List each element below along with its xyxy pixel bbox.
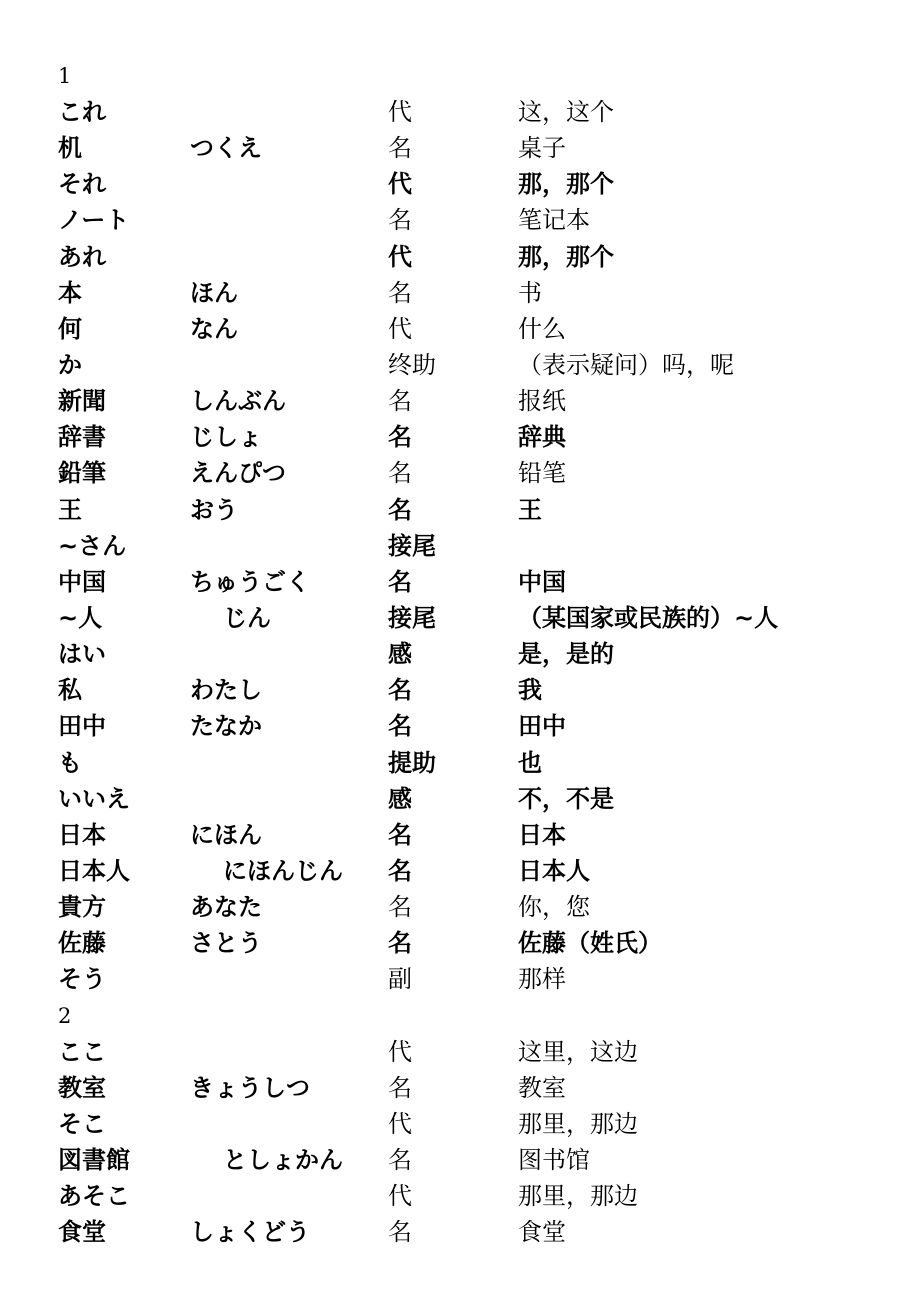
vocab-part-of-speech: 代 — [388, 242, 412, 271]
vocab-row — [58, 275, 898, 311]
vocab-meaning: 我 — [518, 676, 542, 705]
vocab-word: ~人 — [58, 603, 103, 632]
vocab-word: 鉛筆 — [58, 459, 106, 488]
vocab-meaning: 是，是的 — [518, 640, 614, 669]
vocab-row — [58, 564, 898, 600]
vocab-word: 佐藤 — [58, 929, 106, 958]
vocab-meaning: 王 — [518, 495, 542, 524]
vocab-row — [58, 1178, 898, 1214]
vocab-meaning: 田中 — [518, 712, 566, 741]
vocab-meaning: 铅笔 — [518, 459, 566, 488]
vocab-word: それ — [58, 170, 106, 199]
vocab-row — [58, 708, 898, 744]
vocab-row — [58, 311, 898, 347]
vocab-part-of-speech: 名 — [388, 712, 412, 741]
vocab-reading: じん — [223, 603, 271, 632]
vocab-word: 図書館 — [58, 1145, 130, 1174]
vocab-word: これ — [58, 98, 106, 126]
vocab-meaning: 日本 — [518, 820, 566, 849]
vocab-part-of-speech: 代 — [388, 1182, 412, 1211]
vocab-reading: ほん — [190, 278, 238, 307]
vocab-word: 貴方 — [58, 893, 106, 922]
vocab-part-of-speech: 名 — [388, 676, 412, 705]
vocab-word: か — [58, 350, 82, 379]
vocab-word: 辞書 — [58, 423, 106, 452]
vocab-row — [58, 1034, 898, 1070]
vocab-meaning: 那样 — [518, 965, 566, 994]
vocab-part-of-speech: 代 — [388, 1109, 412, 1138]
vocab-row — [58, 239, 898, 275]
vocab-reading: つくえ — [190, 134, 262, 163]
vocab-row — [58, 1070, 898, 1106]
vocab-word: 私 — [58, 676, 82, 705]
vocab-part-of-speech: 副 — [388, 965, 412, 994]
vocab-row — [58, 889, 898, 925]
vocab-reading: しんぶん — [190, 387, 286, 416]
vocab-row — [58, 202, 898, 238]
vocab-row — [58, 166, 898, 202]
vocab-meaning: 日本人 — [518, 856, 590, 885]
vocab-reading: にほんじん — [223, 856, 343, 885]
vocab-reading: わたし — [190, 676, 262, 705]
vocab-meaning: 食堂 — [518, 1218, 566, 1247]
vocab-part-of-speech: 名 — [388, 278, 412, 307]
vocab-part-of-speech: 感 — [388, 640, 412, 669]
vocab-row — [58, 1214, 898, 1250]
vocab-row — [58, 419, 898, 455]
vocab-row — [58, 492, 898, 528]
vocab-reading: えんぴつ — [190, 459, 286, 488]
vocab-part-of-speech: 名 — [388, 423, 412, 452]
vocab-meaning: 辞典 — [518, 423, 566, 452]
vocab-part-of-speech: 名 — [388, 1218, 412, 1247]
vocab-part-of-speech: 提助 — [388, 748, 436, 777]
vocab-meaning: 你，您 — [518, 893, 590, 922]
vocab-word: 新聞 — [58, 387, 106, 416]
vocab-meaning: 这里，这边 — [518, 1037, 638, 1066]
vocab-word: ノート — [58, 206, 130, 235]
vocab-word: ~さん — [58, 531, 127, 560]
vocab-word: 教室 — [58, 1073, 106, 1102]
vocab-part-of-speech: 名 — [388, 387, 412, 416]
vocab-word: そこ — [58, 1109, 106, 1138]
vocab-word: 田中 — [58, 712, 106, 741]
vocab-word: 日本 — [58, 820, 106, 849]
vocab-word: 食堂 — [58, 1218, 106, 1247]
vocab-word: ここ — [58, 1037, 106, 1066]
vocab-word: 本 — [58, 278, 82, 307]
vocab-meaning: 不，不是 — [518, 784, 614, 813]
vocab-meaning: 佐藤（姓氏） — [518, 929, 662, 958]
vocab-row — [58, 636, 898, 672]
vocab-row — [58, 347, 898, 383]
vocab-part-of-speech: 接尾 — [388, 531, 436, 560]
vocab-row — [58, 853, 898, 889]
vocab-part-of-speech: 代 — [388, 314, 412, 343]
vocab-meaning: 教室 — [518, 1073, 566, 1102]
vocab-row — [58, 817, 898, 853]
vocab-row — [58, 600, 898, 636]
lesson-number: 2 — [58, 1003, 72, 1028]
vocab-row — [58, 455, 898, 491]
vocab-part-of-speech: 名 — [388, 134, 412, 163]
vocab-meaning: 那，那个 — [518, 170, 614, 199]
vocab-meaning: 笔记本 — [518, 206, 590, 235]
vocab-reading: としょかん — [223, 1145, 343, 1174]
vocab-reading: なん — [190, 314, 238, 343]
vocab-meaning: （某国家或民族的）~人 — [518, 603, 779, 632]
vocab-word: そう — [58, 965, 106, 994]
vocab-row — [58, 528, 898, 564]
vocab-word: 中国 — [58, 567, 106, 596]
vocab-word: あれ — [58, 242, 106, 271]
vocab-meaning: 那里，那边 — [518, 1182, 638, 1211]
vocab-part-of-speech: 名 — [388, 459, 412, 488]
vocab-reading: たなか — [190, 712, 262, 741]
vocab-row — [58, 1142, 898, 1178]
vocab-row — [58, 94, 898, 130]
vocab-row — [58, 672, 898, 708]
vocab-word: 机 — [58, 134, 82, 163]
vocab-row — [58, 925, 898, 961]
vocab-word: 王 — [58, 495, 82, 524]
vocab-row — [58, 1106, 898, 1142]
vocab-part-of-speech: 代 — [388, 98, 412, 126]
vocab-reading: ちゅうごく — [190, 567, 310, 596]
vocab-reading: おう — [190, 495, 238, 524]
vocab-meaning: 也 — [518, 748, 542, 777]
vocab-row — [58, 383, 898, 419]
vocab-row — [58, 745, 898, 781]
vocab-meaning: 什么 — [518, 314, 566, 343]
vocab-meaning: 报纸 — [518, 387, 566, 416]
vocab-row — [58, 961, 898, 997]
vocab-part-of-speech: 名 — [388, 495, 412, 524]
vocab-meaning: 那，那个 — [518, 242, 614, 271]
vocab-part-of-speech: 终助 — [388, 350, 436, 379]
vocab-part-of-speech: 名 — [388, 567, 412, 596]
vocab-part-of-speech: 名 — [388, 1145, 412, 1174]
vocab-meaning: 桌子 — [518, 134, 566, 163]
vocab-part-of-speech: 代 — [388, 170, 412, 199]
vocab-word: 何 — [58, 314, 82, 343]
vocab-part-of-speech: 感 — [388, 784, 412, 813]
vocab-part-of-speech: 名 — [388, 820, 412, 849]
vocab-part-of-speech: 名 — [388, 929, 412, 958]
vocab-word: はい — [58, 640, 106, 669]
vocab-part-of-speech: 名 — [388, 856, 412, 885]
vocab-meaning: 那里，那边 — [518, 1109, 638, 1138]
vocab-reading: きょうしつ — [190, 1073, 310, 1102]
vocab-word: あそこ — [58, 1182, 130, 1211]
vocab-word: いいえ — [58, 784, 130, 813]
vocab-part-of-speech: 接尾 — [388, 603, 436, 632]
vocab-word: 日本人 — [58, 856, 130, 885]
vocab-word: も — [58, 748, 82, 777]
vocab-row — [58, 781, 898, 817]
vocab-row — [58, 130, 898, 166]
vocabulary-page — [58, 58, 898, 1250]
vocab-meaning: （表示疑问）吗，呢 — [518, 350, 734, 379]
vocab-reading: にほん — [190, 820, 262, 849]
vocab-part-of-speech: 名 — [388, 206, 412, 235]
vocab-meaning: 图书馆 — [518, 1145, 590, 1174]
vocab-part-of-speech: 代 — [388, 1037, 412, 1066]
vocab-part-of-speech: 名 — [388, 893, 412, 922]
vocab-part-of-speech: 名 — [388, 1073, 412, 1102]
vocab-meaning: 这，这个 — [518, 98, 614, 126]
vocab-meaning: 书 — [518, 278, 542, 307]
vocab-reading: しょくどう — [190, 1218, 310, 1247]
lesson-number: 1 — [58, 64, 72, 88]
vocab-reading: さとう — [190, 929, 262, 958]
vocab-reading: じしょ — [190, 423, 262, 452]
vocab-reading: あなた — [190, 893, 262, 922]
vocab-meaning: 中国 — [518, 567, 566, 596]
